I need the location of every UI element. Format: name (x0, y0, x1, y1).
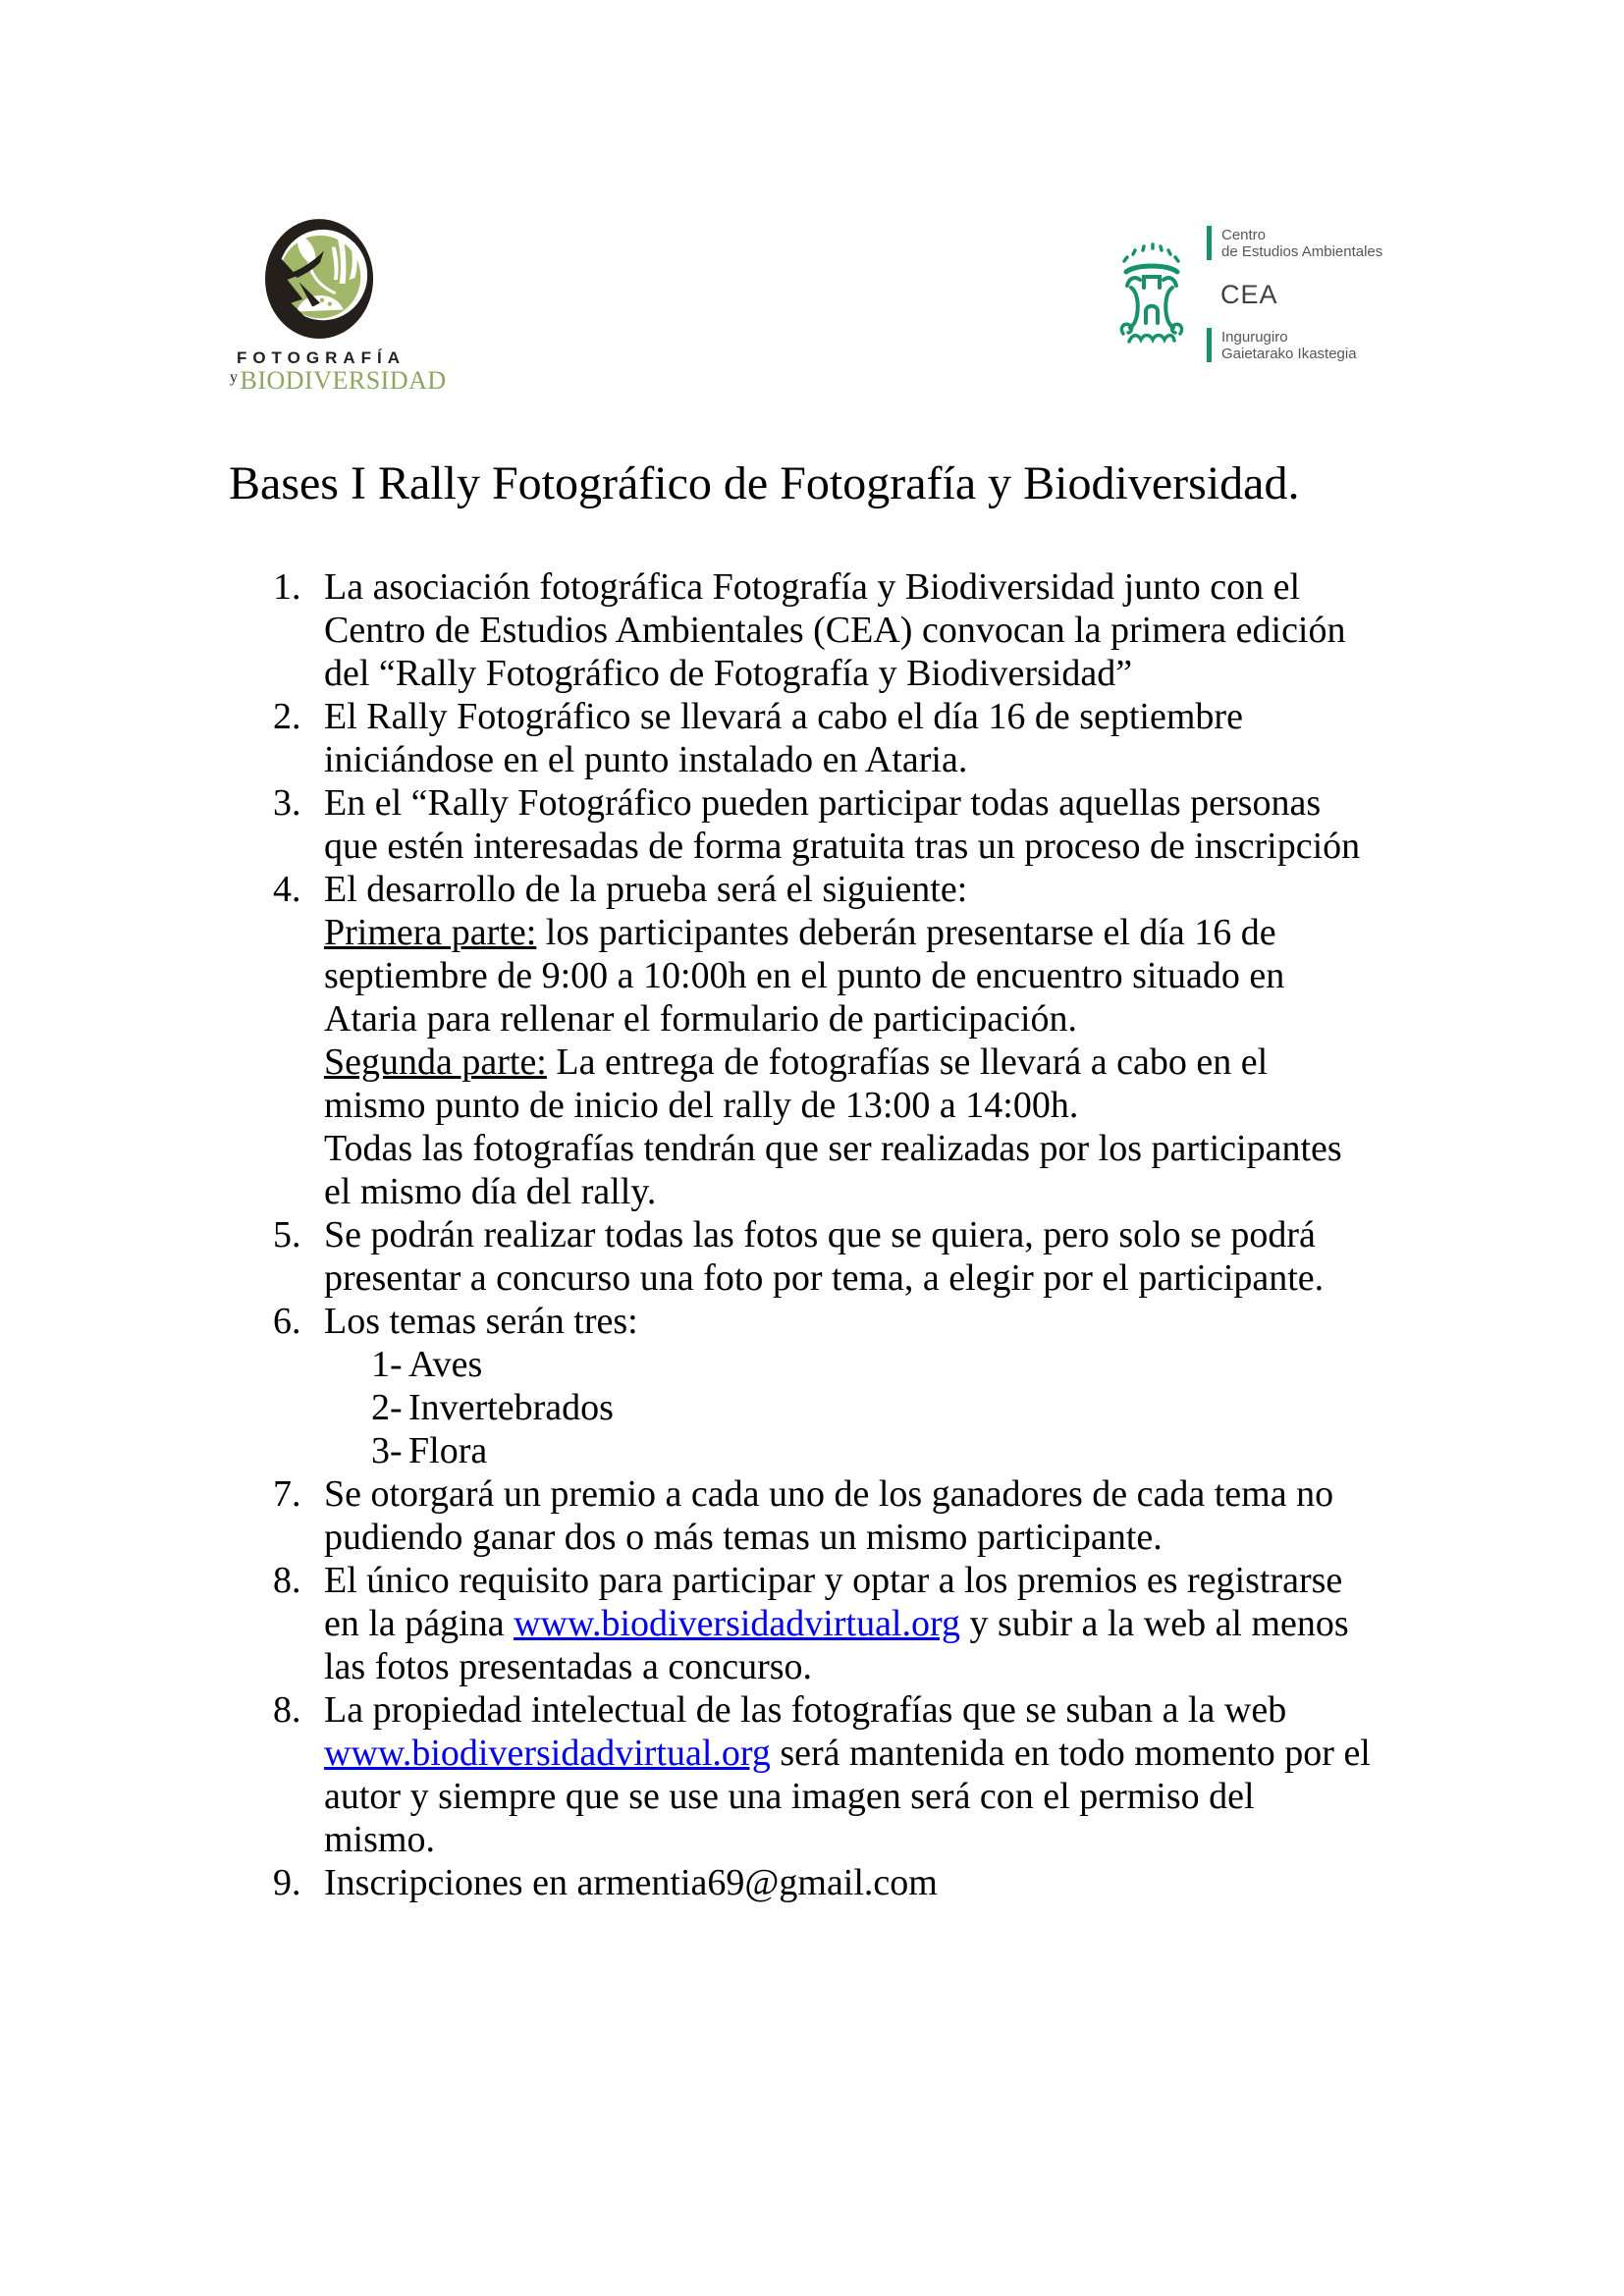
item-text: El Rally Fotográfico se llevará a cabo el día 16 de septiembre iniciándose en el punto instalado en Ataria. (324, 696, 1243, 780)
item-text: La propiedad intelectual de las fotografías que se suban a la web (324, 1689, 1287, 1731)
cea-acronym: CEA (1220, 280, 1278, 309)
logo-wordmark-biodiversidad (230, 366, 447, 396)
item-number: 6. (273, 1301, 301, 1342)
list-item-7 (273, 1472, 1375, 1559)
cea-label-centro: Centro (1221, 227, 1267, 243)
cea-castle-icon (1117, 241, 1186, 347)
cea-logo (1117, 226, 1382, 362)
sub-item-number: 1- (371, 1344, 403, 1385)
list-item-3 (273, 781, 1375, 868)
item-part-2 (324, 1041, 1375, 1127)
cea-label-ingurugiro: Ingurugiro (1221, 329, 1288, 346)
logo-wordmark-fotografia: FOTOGRAFÍA (236, 348, 406, 367)
item-number: 7. (273, 1473, 301, 1515)
item-part-1 (324, 911, 1375, 1041)
part-text: La entrega de fotografías se llevará a cabo en el mismo punto de inicio del rally de 13:00 a 14:00h. (324, 1041, 1269, 1126)
item-number: 2. (273, 696, 301, 737)
item-text: Inscripciones en armentia69@gmail.com (324, 1862, 938, 1903)
sub-item-number: 2- (371, 1387, 403, 1428)
sub-item-text: Aves (408, 1344, 483, 1385)
cea-bottom-block (1207, 328, 1382, 362)
item-number: 8. (273, 1689, 301, 1731)
item-text: será mantenida en todo momento por el autor y siempre que se use una imagen será con el permiso del mismo. (324, 1733, 1371, 1860)
cea-top-block (1207, 226, 1382, 260)
underlined-label: Primera parte: (324, 912, 537, 953)
item-number: 1. (273, 566, 301, 608)
item-text: En el “Rally Fotográfico pueden participar todas aquellas personas que estén interesadas de forma gratuita tras un proceso de inscripción (324, 782, 1361, 867)
item-text: El único requisito para participar y optar a los premios es registrarse en la página (324, 1560, 1343, 1644)
biodiversidadvirtual-link[interactable]: www.biodiversidadvirtual.org (324, 1733, 771, 1774)
item-note: Todas las fotografías tendrán que ser realizadas por los participantes el mismo día del rally. (324, 1128, 1342, 1212)
list-item-1 (273, 565, 1375, 695)
item-text: La asociación fotográfica Fotografía y Biodiversidad junto con el Centro de Estudios Ambientales (CEA) convocan la primera edición del “Rally Fotográfico de Fotografía y Biodiversidad” (324, 566, 1346, 694)
cea-text-block (1207, 226, 1382, 362)
sub-item-aves (371, 1343, 1375, 1386)
item-number: 8. (273, 1560, 301, 1601)
item-number: 9. (273, 1862, 301, 1903)
item-body (324, 1559, 1375, 1688)
underlined-label: Segunda parte: (324, 1041, 547, 1083)
sub-item-flora (371, 1429, 1375, 1472)
item-number: 5. (273, 1214, 301, 1255)
item-text: Se podrán realizar todas las fotos que se quiera, pero solo se podrá presentar a concurso una foto por tema, a elegir por el participante. (324, 1214, 1325, 1299)
item-intro: El desarrollo de la prueba será el siguiente: (324, 869, 968, 910)
green-bar-icon (1207, 226, 1212, 260)
sub-item-invertebrados (371, 1386, 1375, 1429)
sub-item-text: Invertebrados (408, 1387, 614, 1428)
cea-emblem (1117, 241, 1186, 347)
list-item-8b (273, 1688, 1375, 1861)
sub-item-text: Flora (408, 1430, 488, 1471)
page-title: Bases I Rally Fotográfico de Fotografía y Biodiversidad. (229, 457, 1300, 509)
green-bar-icon (1207, 328, 1212, 362)
list-item-6 (273, 1300, 1375, 1472)
part-text: los participantes deberán presentarse el día 16 de septiembre de 9:00 a 10:00h en el punto de encuentro situado en Ataria para rellenar el formulario de participación. (324, 912, 1285, 1040)
rules-list (273, 565, 1375, 1904)
item-body (324, 1300, 1375, 1472)
list-item-2 (273, 695, 1375, 781)
item-body (324, 1688, 1375, 1861)
biodiversity-logo (230, 218, 447, 396)
item-number: 4. (273, 869, 301, 910)
item-text: Los temas serán tres: (324, 1301, 638, 1342)
item-text: Se otorgará un premio a cada uno de los ganadores de cada tema no pudiendo ganar dos o más temas un mismo participante. (324, 1473, 1334, 1558)
item-body (324, 868, 1375, 1213)
item-number: 3. (273, 782, 301, 824)
biodiversity-mantis-icon (264, 218, 378, 346)
biodiversidadvirtual-link[interactable]: www.biodiversidadvirtual.org (514, 1603, 960, 1644)
list-item-8a (273, 1559, 1375, 1688)
item-text: y subir a la web al menos las fotos presentadas a concurso. (324, 1603, 1349, 1687)
logo-wordmark-biodiversidad-text: BIODIVERSIDAD (240, 366, 447, 395)
list-item-4 (273, 868, 1375, 1213)
cea-label-estudios: de Estudios Ambientales (1221, 243, 1383, 260)
cea-label-ikastegia: Gaietarako Ikastegia (1221, 346, 1357, 362)
list-item-9 (273, 1861, 1375, 1904)
sub-item-number: 3- (371, 1430, 403, 1471)
list-item-5 (273, 1213, 1375, 1300)
logo-wordmark-y: y (230, 369, 239, 386)
